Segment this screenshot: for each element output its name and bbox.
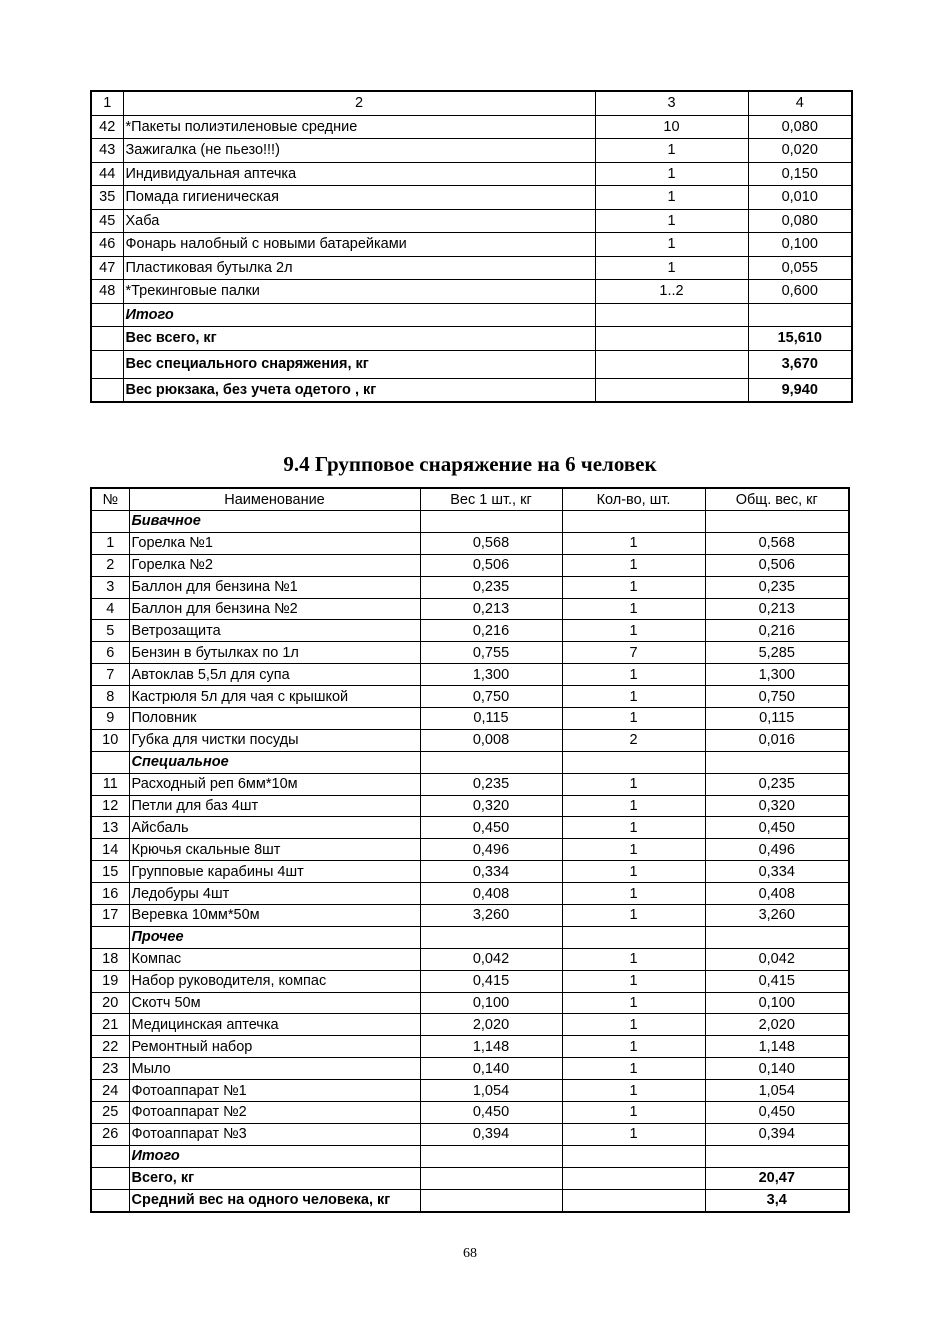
column-header: 2 — [123, 91, 595, 115]
row-number: 19 — [91, 970, 129, 992]
unit-weight: 0,394 — [420, 1123, 562, 1145]
table-header-row — [91, 91, 852, 115]
total-weight: 0,506 — [705, 554, 849, 576]
item-quantity: 1 — [562, 620, 705, 642]
page-number: 68 — [463, 1246, 477, 1261]
item-weight: 0,020 — [748, 139, 852, 163]
item-name: Фотоаппарат №2 — [129, 1102, 420, 1124]
row-number: 42 — [91, 115, 123, 139]
empty-cell — [91, 1145, 129, 1167]
row-number: 21 — [91, 1014, 129, 1036]
unit-weight: 0,568 — [420, 532, 562, 554]
item-name: Кастрюля 5л для чая с крышкой — [129, 686, 420, 708]
table-row — [91, 642, 849, 664]
empty-cell — [562, 1145, 705, 1167]
table-row — [91, 795, 849, 817]
row-number: 24 — [91, 1080, 129, 1102]
total-weight: 1,054 — [705, 1080, 849, 1102]
itogo-row — [91, 303, 852, 327]
item-quantity: 1 — [562, 861, 705, 883]
empty-cell — [562, 1189, 705, 1211]
empty-cell — [705, 926, 849, 948]
table-row — [91, 817, 849, 839]
item-name: Ледобуры 4шт — [129, 883, 420, 905]
total-weight: 0,394 — [705, 1123, 849, 1145]
total-weight: 0,415 — [705, 970, 849, 992]
summary-value: 9,940 — [748, 378, 852, 402]
table-row — [91, 664, 849, 686]
table-row — [91, 883, 849, 905]
item-quantity: 2 — [562, 729, 705, 751]
item-quantity: 1 — [562, 1080, 705, 1102]
table-row — [91, 773, 849, 795]
table-row — [91, 532, 849, 554]
table-row — [91, 1014, 849, 1036]
group-header-row — [91, 751, 849, 773]
empty-cell — [420, 511, 562, 533]
item-name: Скотч 50м — [129, 992, 420, 1014]
empty-cell — [562, 511, 705, 533]
table-row — [91, 162, 852, 186]
item-quantity: 1 — [595, 233, 748, 257]
empty-cell — [91, 1189, 129, 1211]
item-name: Айсбаль — [129, 817, 420, 839]
table-row — [91, 139, 852, 163]
summary-row — [91, 378, 852, 402]
item-quantity: 1 — [562, 1014, 705, 1036]
item-name: Петли для баз 4шт — [129, 795, 420, 817]
item-quantity: 1 — [562, 576, 705, 598]
table-row — [91, 1080, 849, 1102]
empty-cell — [91, 378, 123, 402]
item-name: Баллон для бензина №1 — [129, 576, 420, 598]
total-weight: 0,235 — [705, 773, 849, 795]
unit-weight: 0,213 — [420, 598, 562, 620]
item-name: Автоклав 5,5л для супа — [129, 664, 420, 686]
summary-label: Средний вес на одного человека, кг — [129, 1189, 420, 1211]
table-row — [91, 970, 849, 992]
item-quantity: 1 — [562, 1123, 705, 1145]
empty-cell — [91, 327, 123, 351]
row-number: 20 — [91, 992, 129, 1014]
column-header: Вес 1 шт., кг — [420, 488, 562, 511]
summary-row — [91, 350, 852, 378]
table-row — [91, 598, 849, 620]
empty-cell — [595, 350, 748, 378]
item-quantity: 1 — [595, 256, 748, 280]
item-name: Ремонтный набор — [129, 1036, 420, 1058]
group-header-row — [91, 511, 849, 533]
table-header-row — [91, 488, 849, 511]
item-name: Горелка №1 — [129, 532, 420, 554]
column-header: Общ. вес, кг — [705, 488, 849, 511]
empty-cell — [705, 751, 849, 773]
item-name: Пластиковая бутылка 2л — [123, 256, 595, 280]
table-row — [91, 554, 849, 576]
total-weight: 0,115 — [705, 708, 849, 730]
item-quantity: 1 — [562, 905, 705, 927]
item-name: Половник — [129, 708, 420, 730]
table-row — [91, 256, 852, 280]
group-gear-table — [90, 487, 850, 1213]
empty-cell — [420, 751, 562, 773]
item-quantity: 1 — [562, 817, 705, 839]
empty-cell — [562, 1167, 705, 1189]
item-weight: 0,150 — [748, 162, 852, 186]
summary-label: Всего, кг — [129, 1167, 420, 1189]
empty-cell — [420, 1189, 562, 1211]
unit-weight: 1,054 — [420, 1080, 562, 1102]
total-weight: 0,408 — [705, 883, 849, 905]
table-row — [91, 729, 849, 751]
itogo-label: Итого — [123, 303, 595, 327]
item-name: Крючья скальные 8шт — [129, 839, 420, 861]
unit-weight: 0,140 — [420, 1058, 562, 1080]
item-name: Индивидуальная аптечка — [123, 162, 595, 186]
item-quantity: 1 — [595, 162, 748, 186]
item-name: *Пакеты полиэтиленовые средние — [123, 115, 595, 139]
item-name: Медицинская аптечка — [129, 1014, 420, 1036]
table-row — [91, 905, 849, 927]
row-number: 3 — [91, 576, 129, 598]
item-quantity: 1 — [562, 598, 705, 620]
table-row — [91, 115, 852, 139]
total-weight: 0,496 — [705, 839, 849, 861]
unit-weight: 0,100 — [420, 992, 562, 1014]
unit-weight: 3,260 — [420, 905, 562, 927]
empty-cell — [420, 1167, 562, 1189]
summary-label: Вес специального снаряжения, кг — [123, 350, 595, 378]
row-number: 25 — [91, 1102, 129, 1124]
item-name: Ветрозащита — [129, 620, 420, 642]
row-number: 14 — [91, 839, 129, 861]
item-name: Веревка 10мм*50м — [129, 905, 420, 927]
total-weight: 0,016 — [705, 729, 849, 751]
item-quantity: 1 — [562, 532, 705, 554]
unit-weight: 0,755 — [420, 642, 562, 664]
unit-weight: 0,320 — [420, 795, 562, 817]
table-row — [91, 620, 849, 642]
table-row — [91, 209, 852, 233]
total-weight: 0,450 — [705, 1102, 849, 1124]
item-quantity: 1 — [562, 554, 705, 576]
row-number: 10 — [91, 729, 129, 751]
total-weight: 0,100 — [705, 992, 849, 1014]
item-quantity: 1 — [562, 992, 705, 1014]
unit-weight: 0,750 — [420, 686, 562, 708]
item-name: Расходный реп 6мм*10м — [129, 773, 420, 795]
total-weight: 0,235 — [705, 576, 849, 598]
unit-weight: 0,235 — [420, 773, 562, 795]
row-number: 16 — [91, 883, 129, 905]
total-weight: 0,568 — [705, 532, 849, 554]
table-row — [91, 280, 852, 304]
total-weight: 0,450 — [705, 817, 849, 839]
table-row — [91, 233, 852, 257]
row-number: 26 — [91, 1123, 129, 1145]
personal-gear-table — [90, 90, 853, 403]
itogo-label: Итого — [129, 1145, 420, 1167]
row-number: 46 — [91, 233, 123, 257]
unit-weight: 0,450 — [420, 817, 562, 839]
table-row — [91, 861, 849, 883]
item-weight: 0,010 — [748, 186, 852, 210]
empty-cell — [91, 751, 129, 773]
row-number: 22 — [91, 1036, 129, 1058]
unit-weight: 0,506 — [420, 554, 562, 576]
item-weight: 0,600 — [748, 280, 852, 304]
unit-weight: 0,496 — [420, 839, 562, 861]
table-row — [91, 1058, 849, 1080]
total-weight: 3,260 — [705, 905, 849, 927]
item-quantity: 1 — [562, 664, 705, 686]
total-weight: 0,750 — [705, 686, 849, 708]
item-quantity: 1 — [562, 948, 705, 970]
unit-weight: 0,450 — [420, 1102, 562, 1124]
item-name: Горелка №2 — [129, 554, 420, 576]
empty-cell — [705, 511, 849, 533]
row-number: 17 — [91, 905, 129, 927]
empty-cell — [91, 511, 129, 533]
item-name: Групповые карабины 4шт — [129, 861, 420, 883]
row-number: 5 — [91, 620, 129, 642]
item-name: Губка для чистки посуды — [129, 729, 420, 751]
unit-weight: 0,334 — [420, 861, 562, 883]
unit-weight: 0,115 — [420, 708, 562, 730]
item-quantity: 1 — [562, 773, 705, 795]
table-row — [91, 1102, 849, 1124]
item-quantity: 1..2 — [595, 280, 748, 304]
table-row — [91, 992, 849, 1014]
item-name: Компас — [129, 948, 420, 970]
item-name: Фотоаппарат №3 — [129, 1123, 420, 1145]
total-weight: 0,042 — [705, 948, 849, 970]
item-quantity: 10 — [595, 115, 748, 139]
item-quantity: 1 — [562, 1102, 705, 1124]
empty-cell — [91, 350, 123, 378]
total-weight: 0,213 — [705, 598, 849, 620]
row-number: 35 — [91, 186, 123, 210]
table-row — [91, 839, 849, 861]
row-number: 47 — [91, 256, 123, 280]
summary-value: 20,47 — [705, 1167, 849, 1189]
row-number: 18 — [91, 948, 129, 970]
item-quantity: 7 — [562, 642, 705, 664]
row-number: 2 — [91, 554, 129, 576]
table-row — [91, 186, 852, 210]
unit-weight: 1,300 — [420, 664, 562, 686]
empty-cell — [705, 1145, 849, 1167]
group-header-row — [91, 926, 849, 948]
column-header: 4 — [748, 91, 852, 115]
summary-value: 3,4 — [705, 1189, 849, 1211]
column-header: Кол-во, шт. — [562, 488, 705, 511]
group-gear-table-body — [91, 488, 849, 1212]
item-name: Бензин в бутылках по 1л — [129, 642, 420, 664]
item-weight: 0,100 — [748, 233, 852, 257]
empty-cell — [595, 327, 748, 351]
section-title: 9.4 Групповое снаряжение на 6 человек — [283, 452, 657, 476]
row-number: 23 — [91, 1058, 129, 1080]
unit-weight: 2,020 — [420, 1014, 562, 1036]
item-name: Фонарь налобный с новыми батарейками — [123, 233, 595, 257]
empty-cell — [748, 303, 852, 327]
item-name: Хаба — [123, 209, 595, 233]
summary-value: 15,610 — [748, 327, 852, 351]
empty-cell — [420, 926, 562, 948]
unit-weight: 0,042 — [420, 948, 562, 970]
row-number: 12 — [91, 795, 129, 817]
empty-cell — [595, 303, 748, 327]
column-header: 3 — [595, 91, 748, 115]
personal-gear-table-body — [91, 91, 852, 402]
row-number: 7 — [91, 664, 129, 686]
item-quantity: 1 — [562, 686, 705, 708]
group-label: Специальное — [129, 751, 420, 773]
item-quantity: 1 — [562, 708, 705, 730]
table-row — [91, 1123, 849, 1145]
item-weight: 0,055 — [748, 256, 852, 280]
empty-cell — [562, 751, 705, 773]
row-number: 8 — [91, 686, 129, 708]
item-quantity: 1 — [595, 209, 748, 233]
item-quantity: 1 — [562, 1058, 705, 1080]
total-weight: 0,140 — [705, 1058, 849, 1080]
empty-cell — [91, 1167, 129, 1189]
table-row — [91, 948, 849, 970]
summary-label: Вес рюкзака, без учета одетого , кг — [123, 378, 595, 402]
summary-row — [91, 327, 852, 351]
total-weight: 1,300 — [705, 664, 849, 686]
unit-weight: 0,008 — [420, 729, 562, 751]
row-number: 15 — [91, 861, 129, 883]
summary-row — [91, 1189, 849, 1211]
item-quantity: 1 — [562, 1036, 705, 1058]
row-number: 44 — [91, 162, 123, 186]
empty-cell — [91, 926, 129, 948]
row-number: 6 — [91, 642, 129, 664]
row-number: 13 — [91, 817, 129, 839]
row-number: 9 — [91, 708, 129, 730]
unit-weight: 0,235 — [420, 576, 562, 598]
column-header: 1 — [91, 91, 123, 115]
summary-value: 3,670 — [748, 350, 852, 378]
total-weight: 0,334 — [705, 861, 849, 883]
itogo-row — [91, 1145, 849, 1167]
group-label: Бивачное — [129, 511, 420, 533]
row-number: 11 — [91, 773, 129, 795]
item-quantity: 1 — [562, 839, 705, 861]
empty-cell — [595, 378, 748, 402]
row-number: 48 — [91, 280, 123, 304]
item-name: Набор руководителя, компас — [129, 970, 420, 992]
item-quantity: 1 — [595, 186, 748, 210]
total-weight: 1,148 — [705, 1036, 849, 1058]
column-header: Наименование — [129, 488, 420, 511]
table-row — [91, 708, 849, 730]
group-label: Прочее — [129, 926, 420, 948]
item-name: Мыло — [129, 1058, 420, 1080]
item-weight: 0,080 — [748, 115, 852, 139]
item-name: Помада гигиеническая — [123, 186, 595, 210]
row-number: 4 — [91, 598, 129, 620]
summary-row — [91, 1167, 849, 1189]
table-row — [91, 686, 849, 708]
item-name: Фотоаппарат №1 — [129, 1080, 420, 1102]
total-weight: 0,320 — [705, 795, 849, 817]
item-quantity: 1 — [562, 883, 705, 905]
item-quantity: 1 — [595, 139, 748, 163]
item-quantity: 1 — [562, 795, 705, 817]
row-number: 43 — [91, 139, 123, 163]
item-name: *Трекинговые палки — [123, 280, 595, 304]
total-weight: 2,020 — [705, 1014, 849, 1036]
summary-label: Вес всего, кг — [123, 327, 595, 351]
unit-weight: 0,216 — [420, 620, 562, 642]
unit-weight: 0,415 — [420, 970, 562, 992]
unit-weight: 1,148 — [420, 1036, 562, 1058]
table-row — [91, 1036, 849, 1058]
row-number: 1 — [91, 532, 129, 554]
row-number: 45 — [91, 209, 123, 233]
empty-cell — [562, 926, 705, 948]
empty-cell — [420, 1145, 562, 1167]
item-weight: 0,080 — [748, 209, 852, 233]
table-row — [91, 576, 849, 598]
column-header: № — [91, 488, 129, 511]
item-name: Зажигалка (не пьезо!!!) — [123, 139, 595, 163]
item-name: Баллон для бензина №2 — [129, 598, 420, 620]
total-weight: 5,285 — [705, 642, 849, 664]
unit-weight: 0,408 — [420, 883, 562, 905]
item-quantity: 1 — [562, 970, 705, 992]
total-weight: 0,216 — [705, 620, 849, 642]
empty-cell — [91, 303, 123, 327]
